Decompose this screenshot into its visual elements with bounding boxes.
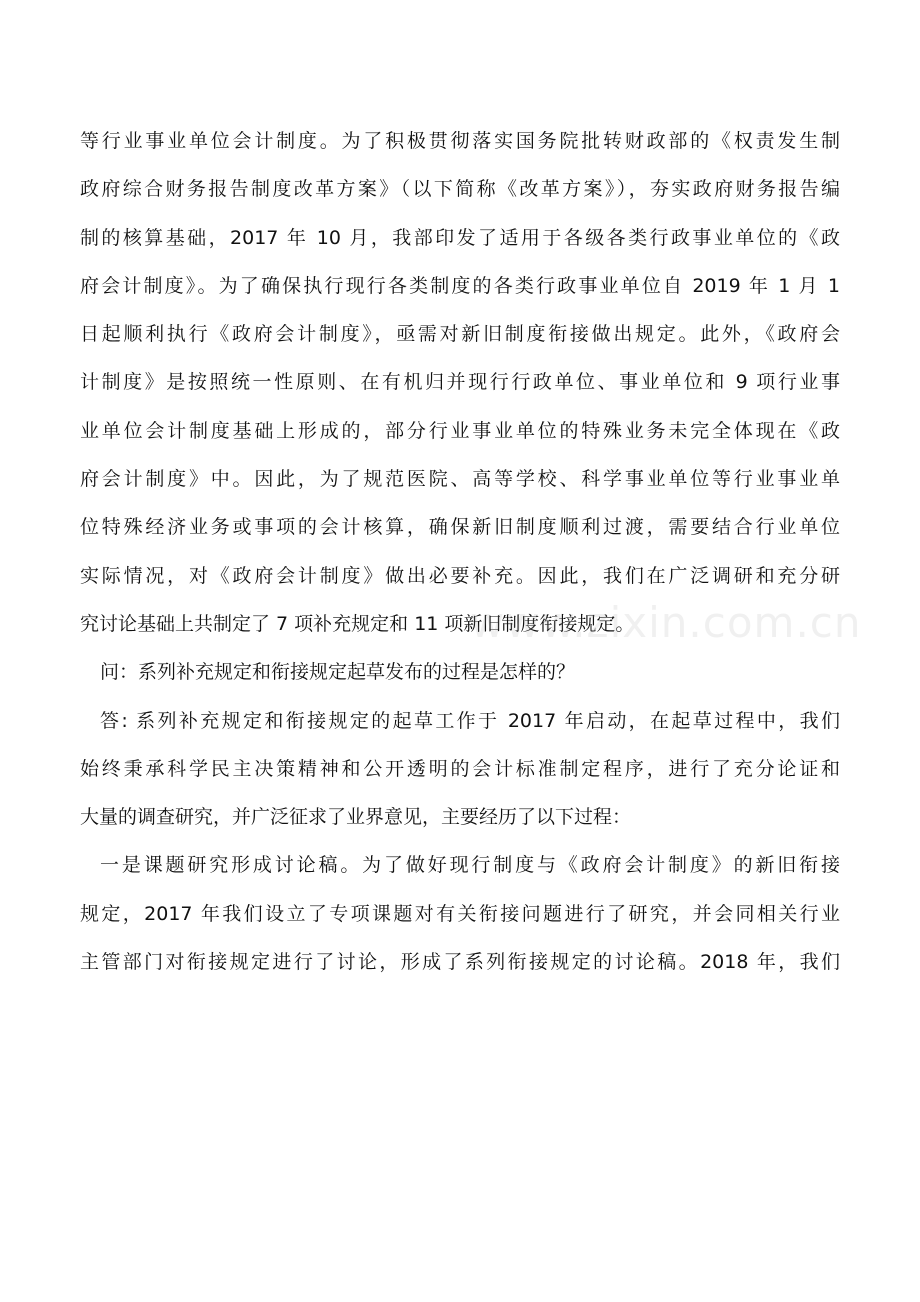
text-line: 等行业事业单位会计制度。为了积极贯彻落实国务院批转财政部的《权责发生制 <box>80 130 840 152</box>
text-line: 一是课题研究形成讨论稿。为了做好现行制度与《政府会计制度》的新旧衔接 <box>100 854 840 877</box>
text-line: 政府综合财务报告制度改革方案》（以下简称《改革方案》），夯实政府财务报告编 <box>80 178 840 201</box>
text-line: 主管部门对衔接规定进行了讨论，形成了系列衔接规定的讨论稿。2018 年，我们 <box>80 951 840 974</box>
text-line: 制的核算基础，2017 年 10 月，我部印发了适用于各级各类行政事业单位的《政 <box>80 226 840 249</box>
document-page <box>80 117 840 986</box>
answer-paragraph <box>80 697 840 842</box>
text-line: 规定，2017 年我们设立了专项课题对有关衔接问题进行了研究，并会同相关行业 <box>80 902 840 925</box>
text-line: 府会计制度》中。因此，为了规范医院、高等学校、科学事业单位等行业事业单 <box>80 468 840 491</box>
text-line: 大量的调查研究，并广泛征求了业界意见，主要经历了以下过程： <box>80 806 632 829</box>
paragraph-background <box>80 117 840 648</box>
text-line: 业单位会计制度基础上形成的，部分行业事业单位的特殊业务未完全体现在《政 <box>80 419 840 442</box>
text-line: 日起顺利执行《政府会计制度》，亟需对新旧制度衔接做出规定。此外，《政府会 <box>80 323 840 346</box>
question-paragraph <box>80 648 840 696</box>
step-one-paragraph <box>80 841 840 986</box>
text-line: 府会计制度》。为了确保执行现行各类制度的各类行政事业单位自 2019 年 1 月 1 <box>80 274 840 297</box>
watermark: www.zixin.com.cn <box>470 598 862 647</box>
text-line: 实际情况，对《政府会计制度》做出必要补充。因此，我们在广泛调研和充分研 <box>80 564 840 587</box>
text-line: 始终秉承科学民主决策精神和公开透明的会计标准制定程序，进行了充分论证和 <box>80 757 840 780</box>
question-text: 问：系列补充规定和衔接规定起草发布的过程是怎样的？ <box>100 661 576 684</box>
text-line: 究讨论基础上共制定了 7 项补充规定和 11 项新旧制度衔接规定。 <box>80 612 635 635</box>
text-line: 计制度》是按照统一性原则、在有机归并现行行政单位、事业单位和 9 项行业事 <box>80 371 840 394</box>
text-line: 位特殊经济业务或事项的会计核算，确保新旧制度顺利过渡，需要结合行业单位 <box>80 516 840 539</box>
text-line: 答: 系列补充规定和衔接规定的起草工作于 2017 年启动，在起草过程中，我们 <box>100 709 840 732</box>
